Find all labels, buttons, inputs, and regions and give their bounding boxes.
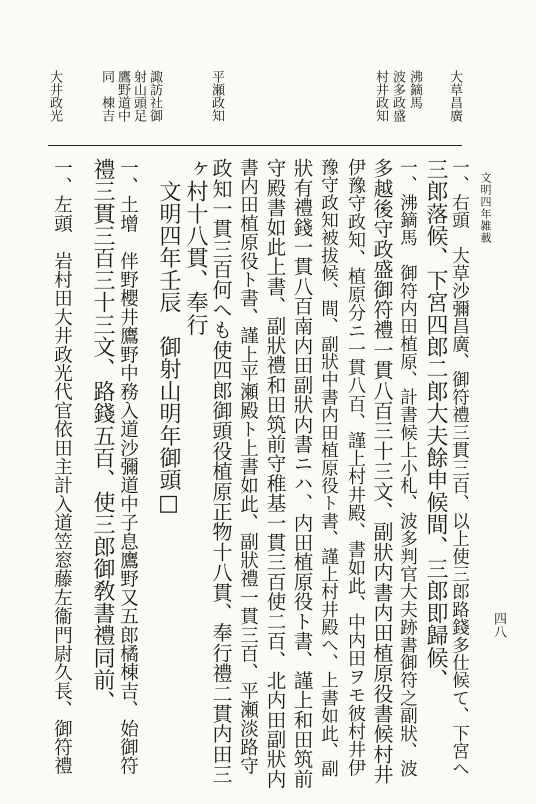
headnote-col2b: 波多政盛 xyxy=(390,70,405,122)
body-line: 一、左頭 岩村田大井政光代官依田主計入道笠窓藤左衞門尉久長、御符禮 xyxy=(51,158,73,776)
body-line: 多越後守政盛御符禮一貫八百三十三文、副狀内書内田植原役書候村井 xyxy=(370,158,394,785)
body-line: 一、沸鏑馬 御符内田植原、計書候上小札、波多判官大夫跡書御符之副狀、波 xyxy=(397,158,418,778)
headnote-col3: 平瀬政知 xyxy=(209,70,224,122)
body-line: 書内田植原役ト書、謹上平瀬殿ト上書如此、副狀禮一貫三百、平瀬淡路守 xyxy=(237,158,259,776)
headnote-col5: 大井政光 xyxy=(47,70,62,122)
page-number: 四八 xyxy=(491,612,506,638)
body-line: 一、右頭 大草沙彌昌廣、御符禮三貫三百、以上使三郎路錢多仕候て、下宮へ xyxy=(449,158,470,778)
headnote-col4b: 射山頭足 xyxy=(131,70,146,122)
body-line: 一、土增 伴野櫻井鷹野中務入道沙彌道中子息鷹野又五郎橘棟吉、始御符 xyxy=(117,158,139,776)
headnote-col4a: 諏訪社御 xyxy=(147,70,162,122)
body-line: 三郎落候、下宮四郎二郎大夫餘申候間、三郎即歸候、 xyxy=(423,158,448,691)
headnote-col2a: 沸鏑馬 xyxy=(407,70,422,109)
body-line: ヶ村十八貫、奉行 xyxy=(183,158,208,336)
headnote-col1: 大草昌廣 xyxy=(447,70,462,122)
body-line: 狀有禮錢一貫八百南内田副狀内書ニハ、内田植原役ト書、謹上和田筑前 xyxy=(290,158,314,789)
body-line: 禮三貫三百三十三文、路錢五百、使三郎御敎書禮同前、 xyxy=(90,158,115,713)
body-line: 政知一貫三百何へも使四郎御頭役植原正物十八貫、奉行禮二貫内田三 xyxy=(209,158,233,785)
header-rule xyxy=(48,145,462,146)
headnote-col2c: 村井政知 xyxy=(373,70,388,122)
body-line: 守殿書如此上書、副狀禮和田筑前守稚基一貫三百使二百、北内田副狀内 xyxy=(263,158,287,789)
body-line: 伊豫守政知、植原分ニ一貫八百、謹上村井殿、書如此、中内田ヲモ彼村井伊 xyxy=(345,158,366,777)
body-line: 豫守政知被拔候、間、副狀中書内田植原役ト書、謹上村井殿へ、上書如此、副 xyxy=(318,158,339,778)
headnote-col4d: 同 棟吉 xyxy=(99,70,114,122)
running-head: 文明四年雑載 xyxy=(479,172,492,244)
body-line: 文明四年壬辰 御射山明年御頭□ xyxy=(156,158,181,517)
headnote-col4c: 鷹野道中 xyxy=(115,70,130,122)
